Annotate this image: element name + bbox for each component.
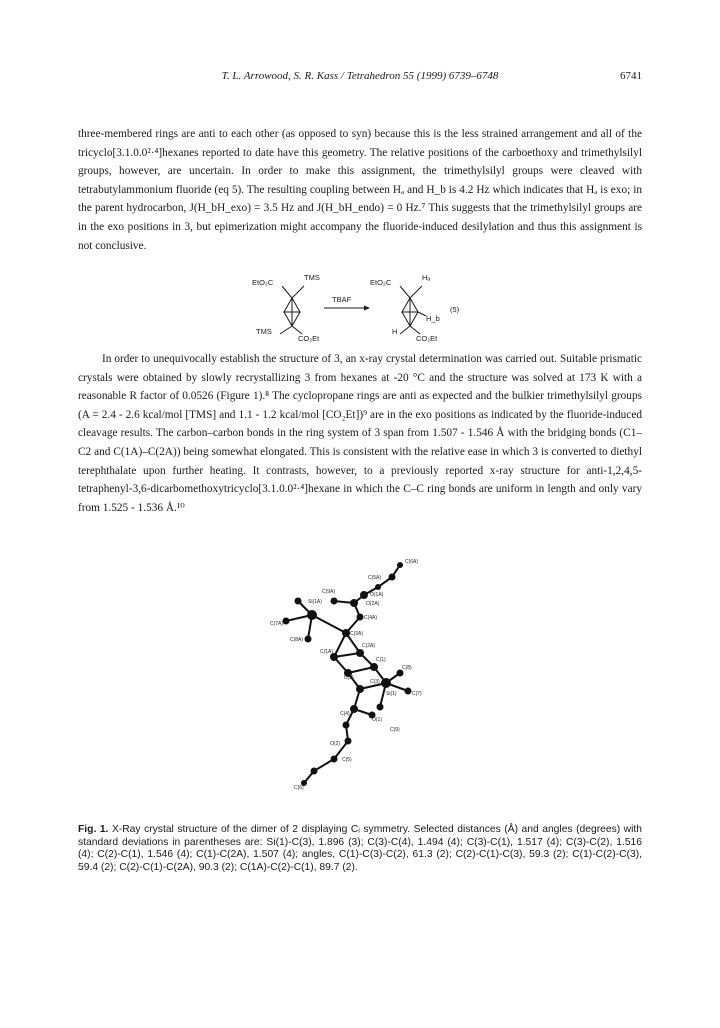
atom-label: C(5) — [342, 757, 352, 763]
reaction-scheme — [240, 268, 480, 348]
eq-right-ha: Hₐ — [422, 273, 431, 282]
equation-number: (5) — [450, 305, 460, 314]
molecule-atoms — [283, 562, 412, 786]
atom-label: Si(1) — [386, 691, 397, 697]
eq-reagent: TBAF — [332, 295, 352, 304]
page-number: 6741 — [620, 70, 642, 82]
eq-left-bottom-group: CO₂Et — [298, 334, 320, 343]
atom-label: C(3) — [370, 679, 380, 685]
eq-left-tms-top: TMS — [304, 273, 320, 282]
product-structure — [400, 286, 426, 334]
running-head: T. L. Arrowood, S. R. Kass / Tetrahedron 55 (1999) 6739–6748 — [221, 70, 499, 82]
atom-label: C(4A) — [364, 615, 378, 621]
atom-label: C(9A) — [322, 589, 336, 595]
eq-right-top-group: EtO₂C — [370, 278, 392, 287]
eq-right-hb: H_b — [426, 314, 440, 323]
figure-caption — [78, 824, 642, 874]
atom-label: C(2) — [344, 675, 354, 681]
page-header — [78, 70, 642, 86]
atom-label: C(9) — [390, 727, 400, 733]
caption-label: Fig. 1. — [78, 824, 109, 835]
atom-label: C(3A) — [350, 631, 364, 637]
atom-label: O(1) — [372, 717, 382, 723]
eq-left-top-group: EtO₂C — [252, 278, 274, 287]
atom-label: C(1) — [376, 657, 386, 663]
xray-structure-figure — [250, 555, 480, 820]
atom-label: C(7A) — [270, 621, 284, 627]
atom-label: C(1A) — [320, 649, 334, 655]
atom-label: C(8) — [402, 665, 412, 671]
atom-label: O(1A) — [370, 592, 384, 598]
atom-label: O(2A) — [366, 601, 380, 607]
atom-label: C(6) — [294, 785, 304, 791]
reaction-arrow — [324, 306, 370, 311]
atom-label: C(4) — [340, 711, 350, 717]
atom-label: O(2) — [330, 741, 340, 747]
caption-text: X-Ray crystal structure of the dimer of 2 displaying Cᵢ symmetry. Selected distances (Å) and angles (degrees) with standard deviations in parentheses are: Si(1)-C(3), 1.896 (3); C(3)-C(4), 1.494 (4); C(3)-C(1), 1.517 (4); C(3)-C(2), 1.516 (4); C(2)-C(1), 1.546 (4); C(1)-C(2A), 1.507 (4); angles, C(1)-C(3)-C(2), 61.3 (2); C(2)-C(1)-C(3), 59.3 (2); C(1)-C(2)-C(3), 59.4 (2); C(2)-C(1)-C(2A), 90.3 (2); C(1A)-C(2)-C(1), 89.7 (2). — [78, 824, 642, 873]
atom-label: C(2A) — [362, 643, 376, 649]
body-paragraph-1: three-membered rings are anti to each other (as opposed to syn) because this is the less strained arrangement and all of the tricyclo[3.1.0.0²·⁴]hexanes reported to date have this geometry. The relative positions of the carboethoxy and trimethylsilyl groups, however, are uncertain. In order to make this assignment, the trimethylsilyl groups were cleaved with tetrabutylammonium fluoride (eq 5). The resulting coupling between Hₐ and H_b is 4.2 Hz which indicates that Hₐ is exo; in the parent hydrocarbon, J(H_bH_exo) = 3.5 Hz and J(H_bH_endo) = 0 Hz.⁷ This suggests that the trimethylsilyl groups are in the exo positions in 3, but epimerization might accompany the fluoride-induced desilylation and thus this assignment is not conclusive. — [78, 128, 642, 252]
reactant-structure — [280, 286, 304, 334]
atom-label: C(8A) — [290, 637, 304, 643]
eq-right-bottom-group: CO₂Et — [416, 334, 438, 343]
eq-right-h: H — [392, 327, 398, 336]
atom-label: Si(1A) — [308, 599, 322, 605]
atom-label: C(5A) — [368, 575, 382, 581]
body-paragraph-2: In order to unequivocally establish the structure of 3, an x-ray crystal determination was carried out. Suitable prismatic crystals were obtained by slowly recrystallizing 3 from hexanes at -20 °C and the structure was solved at 173 K with a reasonable R factor of 0.0526 (Figure 1).⁸ The cyclopropane rings are anti as expected and the bulkier trimethylsilyl groups (A = 2.4 - 2.6 kcal/mol [TMS] and 1.1 - 1.2 kcal/mol [CO₂Et])⁹ are in the exo positions as indicated by the fluoride-induced cleavage results. The carbon–carbon bonds in the ring system of 3 span from 1.507 - 1.546 Å with the bridging bonds (C1–C2 and C(1A)–C(2A)) being somewhat elongated. This is consistent with the relative ease in which 3 is converted to diethyl terephthalate upon further heating. It contrasts, however, to a previously reported x-ray structure for anti-1,2,4,5-tetraphenyl-3,6-dicarbomethoxytricyclo[3.1.0.0²·⁴]hexane in which the C–C ring bonds are uniform in length and only vary from 1.525 - 1.536 Å.¹⁰ — [78, 353, 642, 514]
eq-left-tms-bottom: TMS — [256, 327, 272, 336]
atom-label: C(6A) — [405, 559, 419, 565]
atom-label: C(7) — [412, 691, 422, 697]
